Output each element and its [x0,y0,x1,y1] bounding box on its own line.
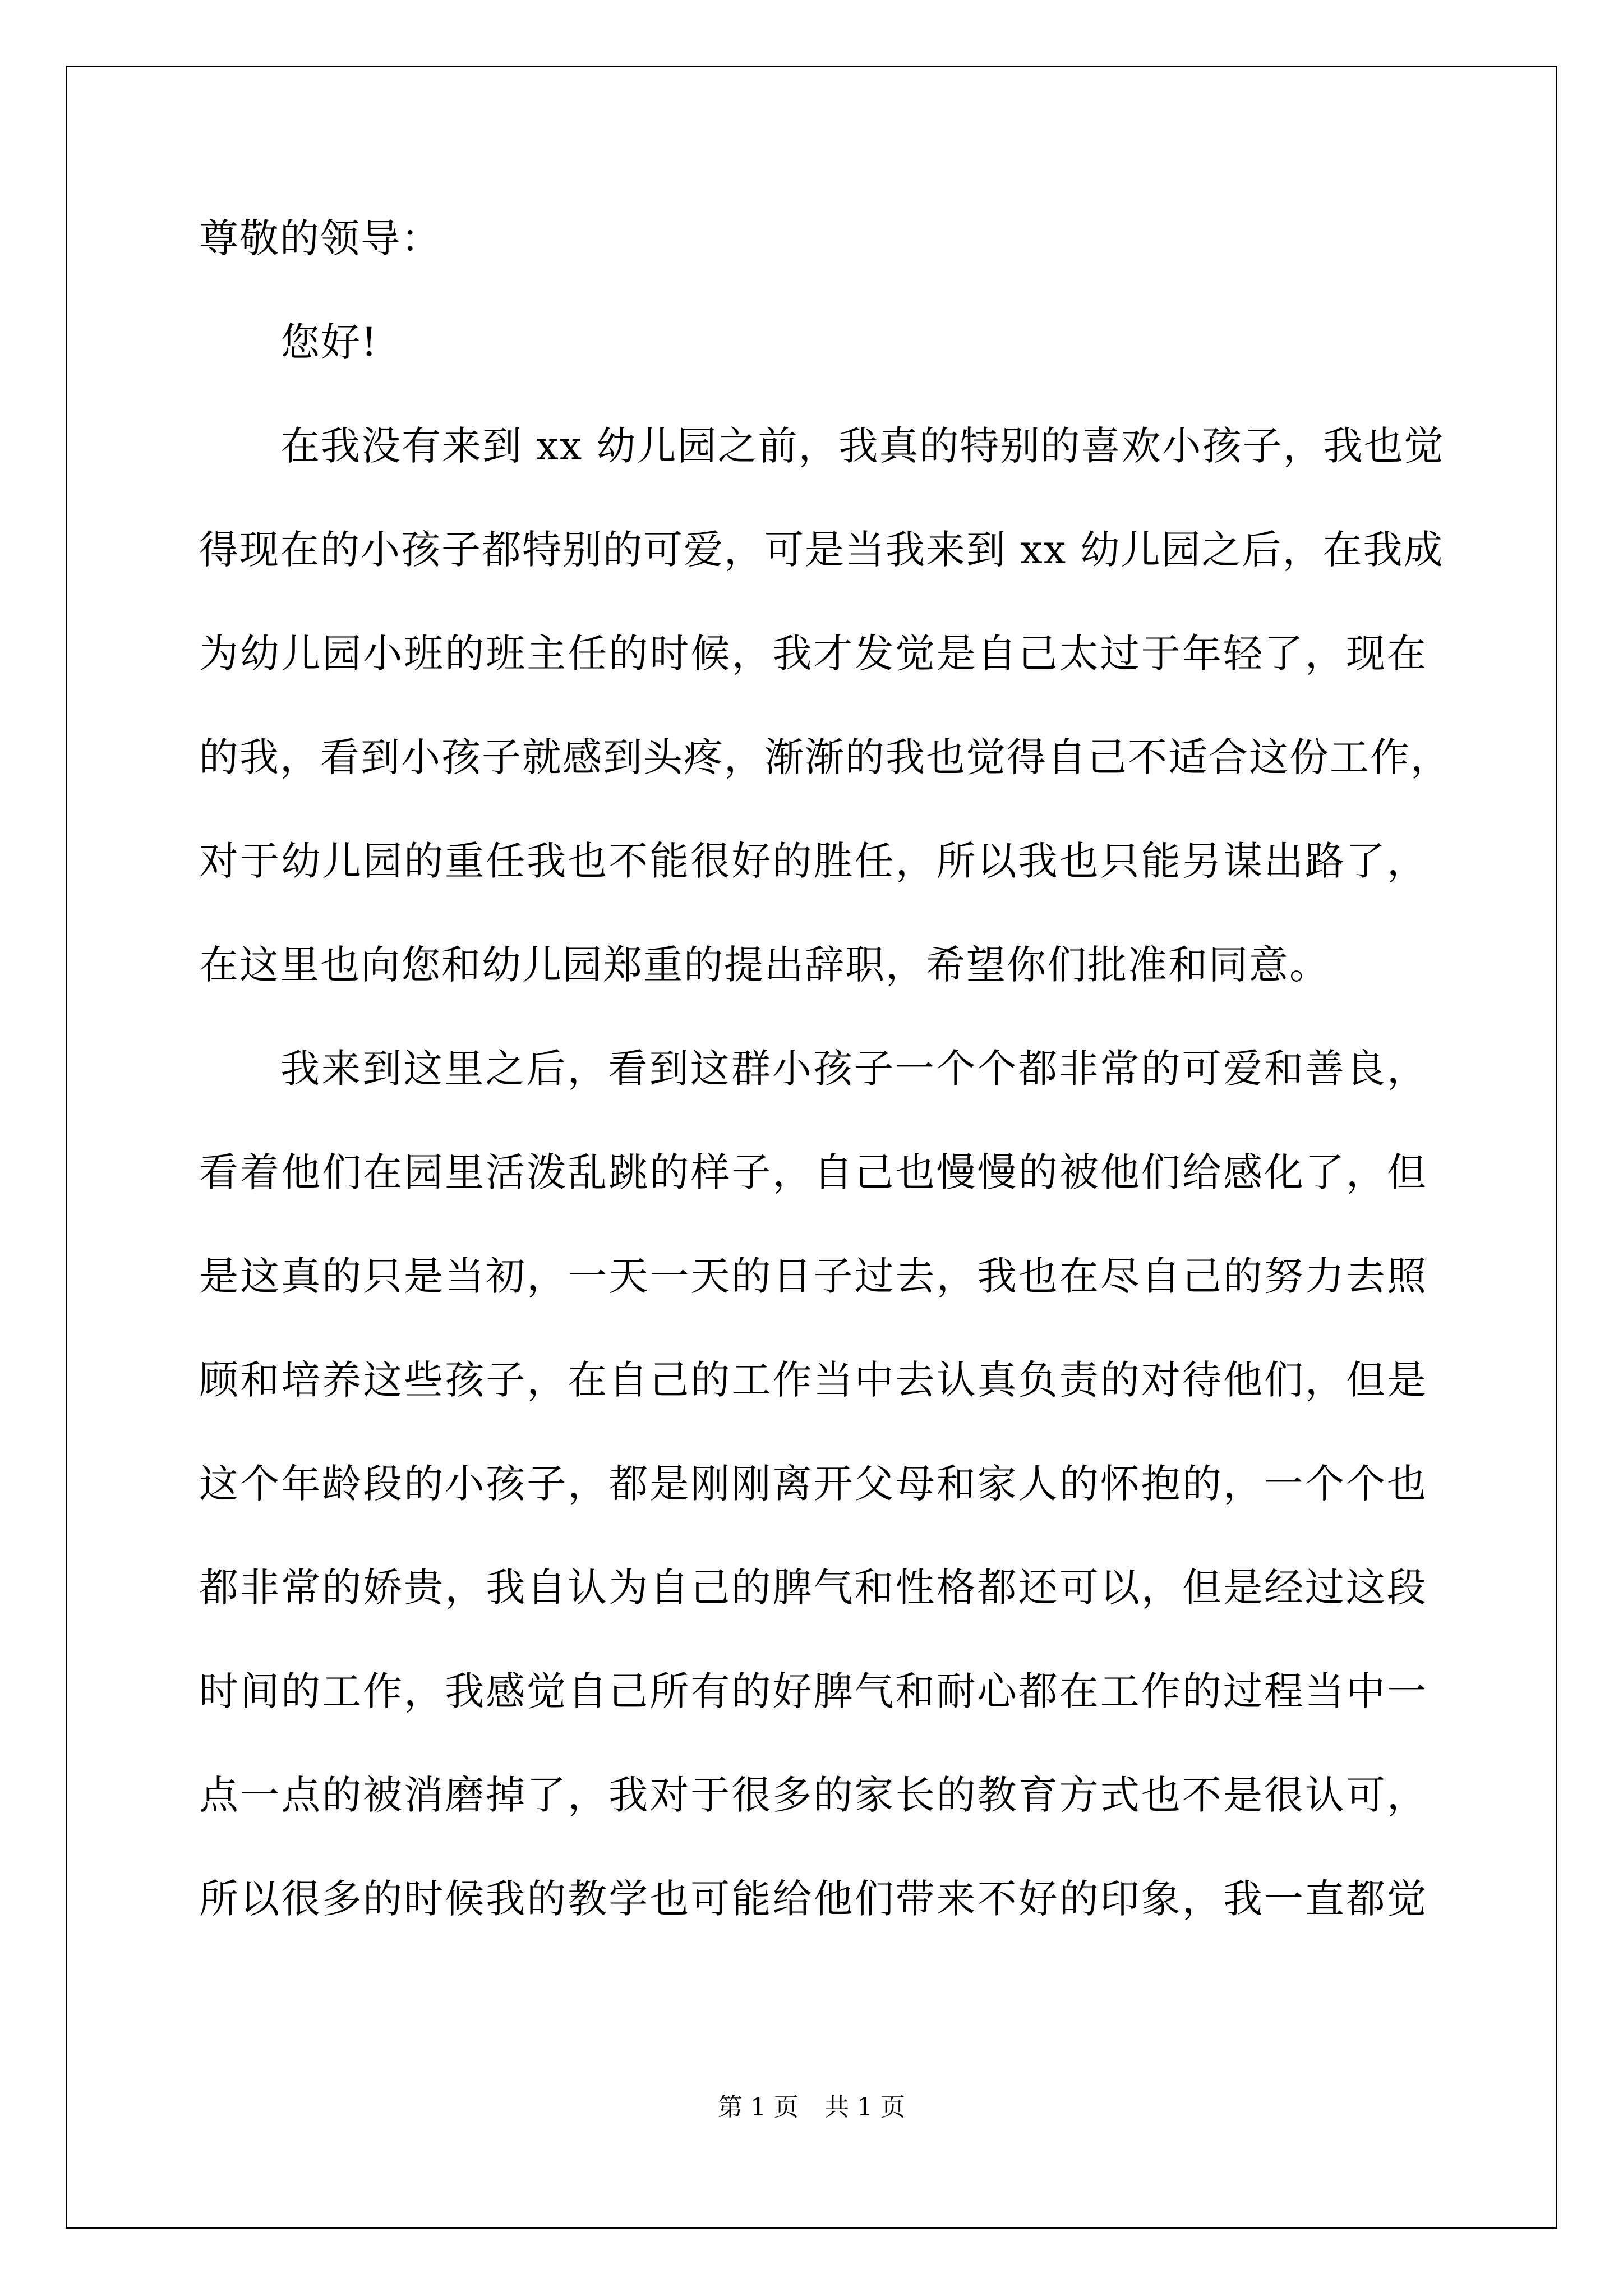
paragraph-2-line-4: 顾和培养这些孩子，在自己的工作当中去认真负责的对待他们，但是 [199,1357,1427,1403]
paragraph-2-line-7: 时间的工作，我感觉自己所有的好脾气和耐心都在工作的过程当中一 [199,1668,1427,1714]
greeting: 您好! [280,319,379,365]
paragraph-1-line-6: 在这里也向您和幼儿园郑重的提出辞职，希望你们批准和同意。 [199,942,1330,988]
paragraph-2-line-5: 这个年龄段的小孩子，都是刚刚离开父母和家人的怀抱的，一个个也 [199,1461,1427,1507]
paragraph-2-line-1: 我来到这里之后，看到这群小孩子一个个都非常的可爱和善良， [280,1046,1427,1092]
paragraph-2-line-8: 点一点的被消磨掉了，我对于很多的家长的教育方式也不是很认可， [199,1772,1427,1818]
paragraph-2-line-3: 是这真的只是当初，一天一天的日子过去，我也在尽自己的努力去照 [199,1253,1427,1299]
page-total: 共 1 页 [824,2093,905,2122]
paragraph-2-line-6: 都非常的娇贵，我自认为自己的脾气和性格都还可以，但是经过这段 [199,1565,1427,1611]
paragraph-1-line-4: 的我，看到小孩子就感到头疼，渐渐的我也觉得自己不适合这份工作， [199,734,1451,780]
paragraph-2-line-2: 看着他们在园里活泼乱跳的样子，自己也慢慢的被他们给感化了，但 [199,1149,1427,1195]
paragraph-2-line-9: 所以很多的时候我的教学也可能给他们带来不好的印象，我一直都觉 [199,1876,1427,1922]
paragraph-1-line-5: 对于幼儿园的重任我也不能很好的胜任，所以我也只能另谋出路了， [199,838,1427,884]
paragraph-1-line-2: 得现在的小孩子都特别的可爱，可是当我来到 xx 幼儿园之后，在我成 [199,527,1444,573]
paragraph-1-line-1: 在我没有来到 xx 幼儿园之前，我真的特别的喜欢小孩子，我也觉 [280,423,1445,469]
page-footer [0,2095,1623,2120]
paragraph-1-line-3: 为幼儿园小班的班主任的时候，我才发觉是自己太过于年轻了，现在 [199,631,1427,677]
salutation: 尊敬的领导： [199,215,441,261]
page-number: 第 1 页 [718,2093,799,2122]
